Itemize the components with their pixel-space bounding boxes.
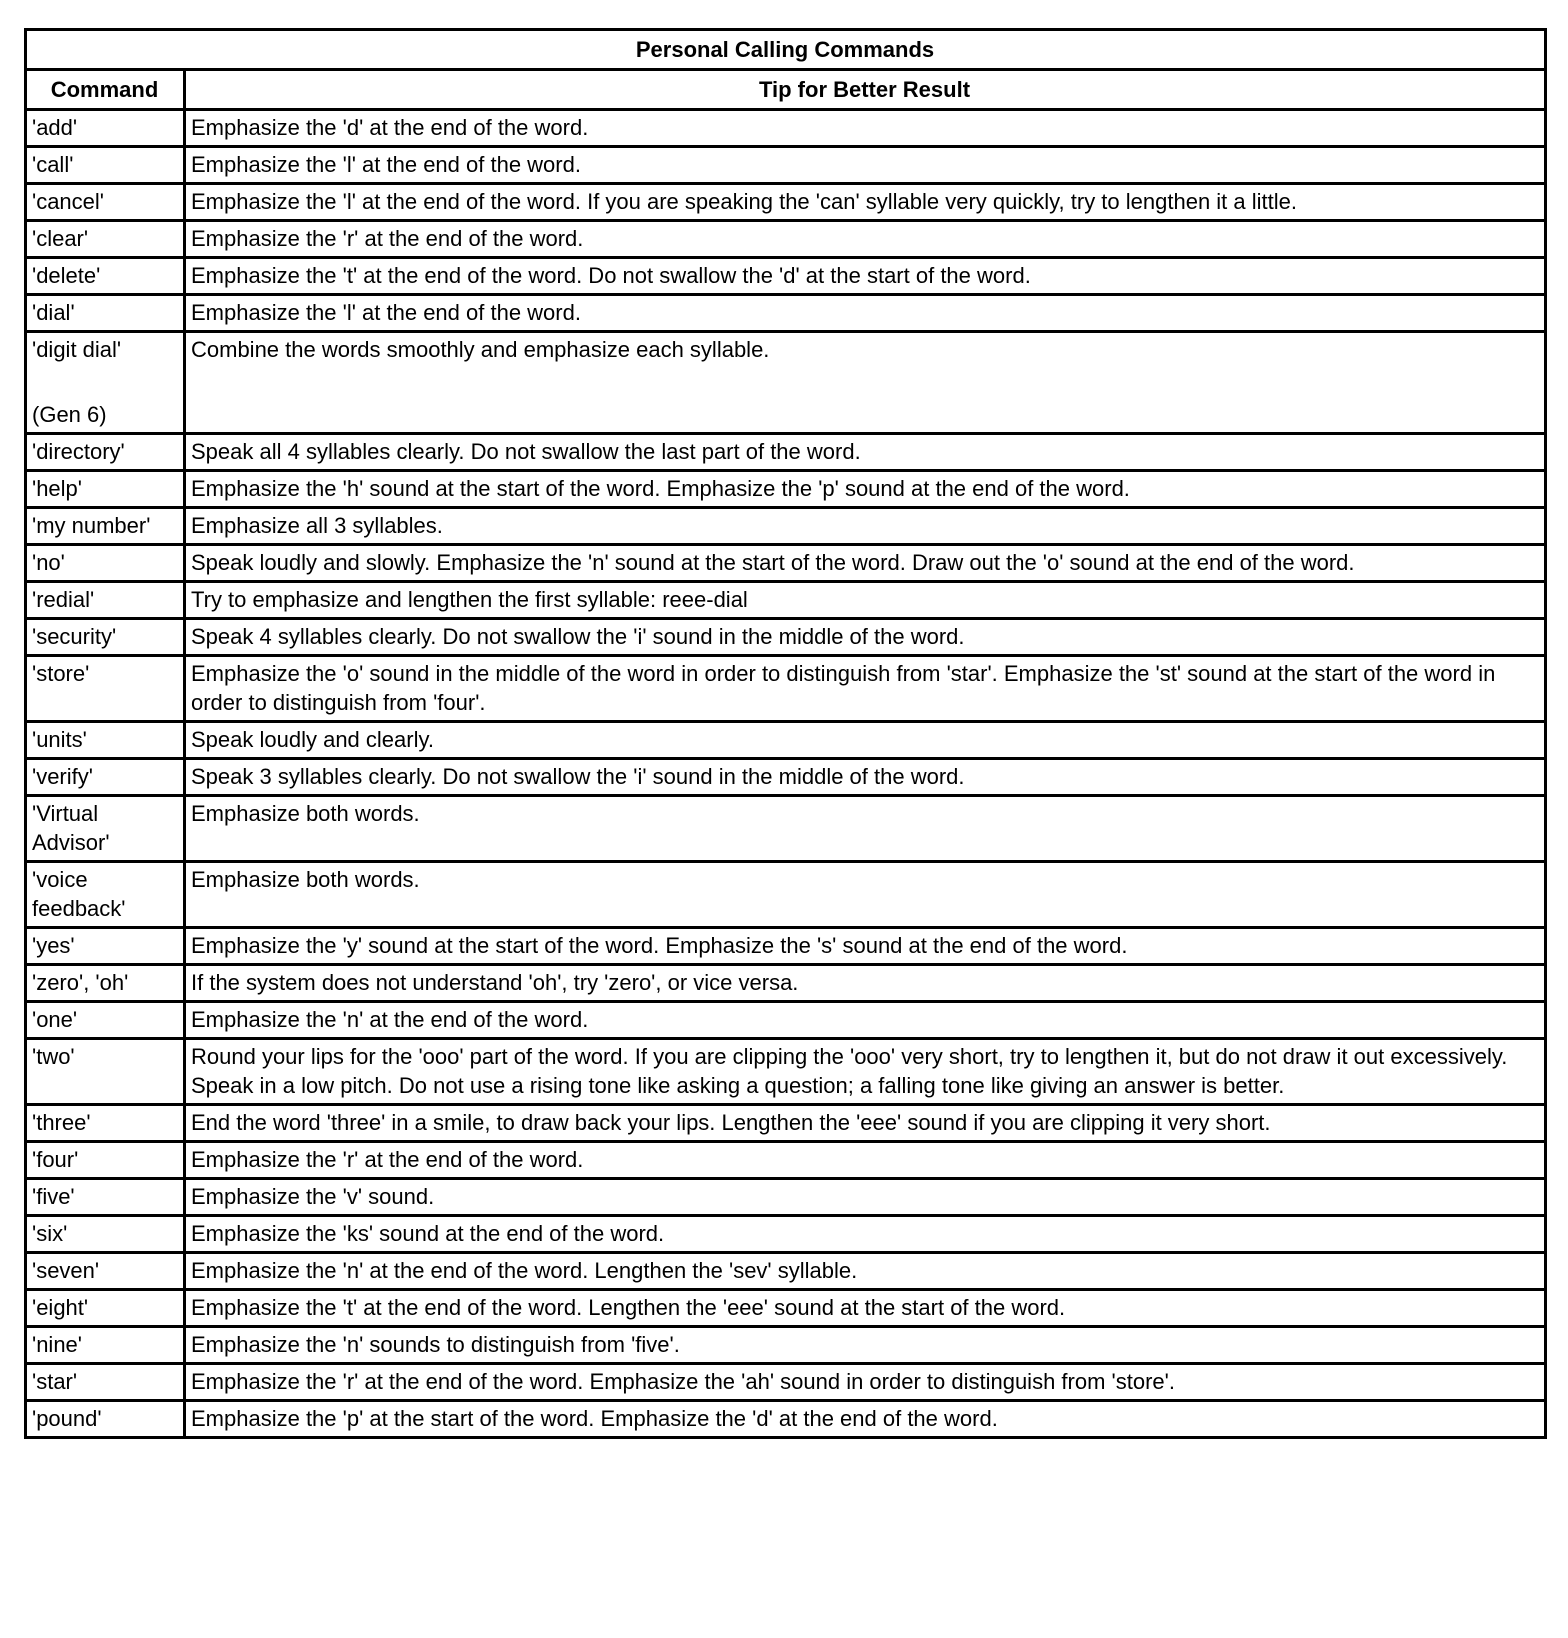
- command-note: (Gen 6): [32, 402, 107, 427]
- command-text: 'add': [32, 115, 78, 140]
- command-cell: [26, 759, 185, 796]
- tip-cell: Emphasize all 3 syllables.: [185, 508, 1546, 545]
- table-row: [26, 1401, 1546, 1438]
- table-row: [26, 332, 1546, 434]
- tip-cell: Combine the words smoothly and emphasize each syllable.: [185, 332, 1546, 434]
- command-cell: [26, 545, 185, 582]
- command-cell: [26, 434, 185, 471]
- tip-cell: Emphasize the 'n' sounds to distinguish from 'five'.: [185, 1327, 1546, 1364]
- tip-cell: Emphasize the 'r' at the end of the word.: [185, 221, 1546, 258]
- table-row: [26, 1327, 1546, 1364]
- tip-cell: Try to emphasize and lengthen the first syllable: reee-dial: [185, 582, 1546, 619]
- tip-cell: Speak 4 syllables clearly. Do not swallow the 'i' sound in the middle of the word.: [185, 619, 1546, 656]
- command-cell: [26, 295, 185, 332]
- command-text: 'three': [32, 1110, 91, 1135]
- command-cell: [26, 1253, 185, 1290]
- command-text: 'units': [32, 727, 87, 752]
- tip-cell: Speak all 4 syllables clearly. Do not swallow the last part of the word.: [185, 434, 1546, 471]
- table-row: [26, 862, 1546, 928]
- command-cell: [26, 1142, 185, 1179]
- table-row: [26, 1179, 1546, 1216]
- command-cell: [26, 582, 185, 619]
- tip-cell: Emphasize both words.: [185, 862, 1546, 928]
- command-text: 'digit dial': [32, 337, 122, 362]
- tip-cell: Emphasize the 'r' at the end of the word. Emphasize the 'ah' sound in order to distinguish from 'store'.: [185, 1364, 1546, 1401]
- command-cell: [26, 965, 185, 1002]
- tip-cell: Emphasize the 'l' at the end of the word.: [185, 295, 1546, 332]
- table-row: [26, 796, 1546, 862]
- command-text: 'nine': [32, 1332, 82, 1357]
- command-cell: [26, 928, 185, 965]
- command-text: 'no': [32, 550, 65, 575]
- command-cell: [26, 508, 185, 545]
- tip-cell: Round your lips for the 'ooo' part of the word. If you are clipping the 'ooo' very short, try to lengthen it, but do not draw it out excessively. Speak in a low pitch. Do not use a rising tone like asking a question; a falling tone like giving an answer is better.: [185, 1039, 1546, 1105]
- command-text: 'call': [32, 152, 74, 177]
- command-text: 'eight': [32, 1295, 89, 1320]
- command-text: 'four': [32, 1147, 79, 1172]
- table-row: [26, 184, 1546, 221]
- tip-cell: Speak loudly and slowly. Emphasize the 'n' sound at the start of the word. Draw out the 'o' sound at the end of the word.: [185, 545, 1546, 582]
- table-row: [26, 545, 1546, 582]
- tip-cell: Emphasize the 'n' at the end of the word. Lengthen the 'sev' syllable.: [185, 1253, 1546, 1290]
- tip-cell: Emphasize the 'p' at the start of the word. Emphasize the 'd' at the end of the word.: [185, 1401, 1546, 1438]
- table-row: [26, 1364, 1546, 1401]
- tip-cell: Emphasize both words.: [185, 796, 1546, 862]
- table-row: [26, 1216, 1546, 1253]
- tip-cell: Emphasize the 'd' at the end of the word.: [185, 110, 1546, 147]
- command-text: 'store': [32, 661, 90, 686]
- tip-cell: Emphasize the 'ks' sound at the end of the word.: [185, 1216, 1546, 1253]
- command-cell: [26, 1401, 185, 1438]
- command-cell: [26, 722, 185, 759]
- table-row: [26, 1290, 1546, 1327]
- table-row: [26, 1105, 1546, 1142]
- command-text: 'Virtual Advisor': [32, 801, 110, 855]
- command-text: 'two': [32, 1044, 75, 1069]
- command-cell: [26, 221, 185, 258]
- command-cell: [26, 619, 185, 656]
- tip-cell: Emphasize the 'r' at the end of the word.: [185, 1142, 1546, 1179]
- tip-cell: Emphasize the 'v' sound.: [185, 1179, 1546, 1216]
- title-row: [26, 30, 1546, 70]
- table-row: [26, 1253, 1546, 1290]
- command-text: 'seven': [32, 1258, 100, 1283]
- tip-cell: Emphasize the 't' at the end of the word. Do not swallow the 'd' at the start of the word.: [185, 258, 1546, 295]
- table-row: [26, 656, 1546, 722]
- table-row: [26, 221, 1546, 258]
- table-row: [26, 619, 1546, 656]
- command-cell: [26, 471, 185, 508]
- command-cell: [26, 796, 185, 862]
- tip-cell: Emphasize the 'o' sound in the middle of the word in order to distinguish from 'star'. Emphasize the 'st' sound at the start of the word in order to distinguish from 'four'.: [185, 656, 1546, 722]
- command-cell: [26, 1327, 185, 1364]
- command-text: 'security': [32, 624, 117, 649]
- command-text: 'redial': [32, 587, 95, 612]
- tip-cell: Emphasize the 'l' at the end of the word. If you are speaking the 'can' syllable very quickly, try to lengthen it a little.: [185, 184, 1546, 221]
- table-row: [26, 928, 1546, 965]
- table-title: Personal Calling Commands: [26, 30, 1546, 70]
- command-text: 'voice feedback': [32, 867, 126, 921]
- command-cell: [26, 1364, 185, 1401]
- command-text: 'delete': [32, 263, 101, 288]
- command-text: 'verify': [32, 764, 93, 789]
- command-cell: [26, 332, 185, 434]
- command-cell: [26, 110, 185, 147]
- tip-cell: Emphasize the 'y' sound at the start of the word. Emphasize the 's' sound at the end of the word.: [185, 928, 1546, 965]
- command-text: 'pound': [32, 1406, 102, 1431]
- table-row: [26, 147, 1546, 184]
- tip-cell: Emphasize the 't' at the end of the word. Lengthen the 'eee' sound at the start of the word.: [185, 1290, 1546, 1327]
- command-cell: [26, 258, 185, 295]
- table-row: [26, 1002, 1546, 1039]
- tip-cell: Emphasize the 'h' sound at the start of the word. Emphasize the 'p' sound at the end of the word.: [185, 471, 1546, 508]
- command-cell: [26, 1290, 185, 1327]
- table-body: [26, 110, 1546, 1438]
- table-row: [26, 295, 1546, 332]
- table-row: [26, 965, 1546, 1002]
- command-cell: [26, 1179, 185, 1216]
- command-text: 'help': [32, 476, 82, 501]
- command-text: 'one': [32, 1007, 78, 1032]
- table-row: [26, 471, 1546, 508]
- command-text: 'clear': [32, 226, 89, 251]
- tip-cell: Emphasize the 'l' at the end of the word.: [185, 147, 1546, 184]
- table-row: [26, 1039, 1546, 1105]
- command-cell: [26, 1216, 185, 1253]
- column-header-tip: Tip for Better Result: [185, 70, 1546, 110]
- table-row: [26, 759, 1546, 796]
- tip-cell: If the system does not understand 'oh', try 'zero', or vice versa.: [185, 965, 1546, 1002]
- tip-cell: Speak 3 syllables clearly. Do not swallow the 'i' sound in the middle of the word.: [185, 759, 1546, 796]
- table-row: [26, 722, 1546, 759]
- command-text: 'dial': [32, 300, 75, 325]
- column-header-command: Command: [26, 70, 185, 110]
- command-text: 'cancel': [32, 189, 104, 214]
- table-row: [26, 508, 1546, 545]
- table-row: [26, 582, 1546, 619]
- command-cell: [26, 656, 185, 722]
- command-cell: [26, 862, 185, 928]
- header-row: [26, 70, 1546, 110]
- command-cell: [26, 1039, 185, 1105]
- table-row: [26, 1142, 1546, 1179]
- table-row: [26, 434, 1546, 471]
- command-cell: [26, 184, 185, 221]
- command-text: 'five': [32, 1184, 75, 1209]
- commands-sheet: [24, 28, 1544, 1439]
- command-text: 'star': [32, 1369, 78, 1394]
- table-row: [26, 110, 1546, 147]
- commands-table: [24, 28, 1547, 1439]
- command-text: 'yes': [32, 933, 75, 958]
- tip-cell: End the word 'three' in a smile, to draw back your lips. Lengthen the 'eee' sound if you are clipping it very short.: [185, 1105, 1546, 1142]
- tip-cell: Emphasize the 'n' at the end of the word.: [185, 1002, 1546, 1039]
- command-text: 'my number': [32, 513, 151, 538]
- command-text: 'zero', 'oh': [32, 970, 129, 995]
- table-row: [26, 258, 1546, 295]
- tip-cell: Speak loudly and clearly.: [185, 722, 1546, 759]
- command-cell: [26, 1002, 185, 1039]
- command-cell: [26, 147, 185, 184]
- command-text: 'directory': [32, 439, 125, 464]
- command-text: 'six': [32, 1221, 68, 1246]
- command-cell: [26, 1105, 185, 1142]
